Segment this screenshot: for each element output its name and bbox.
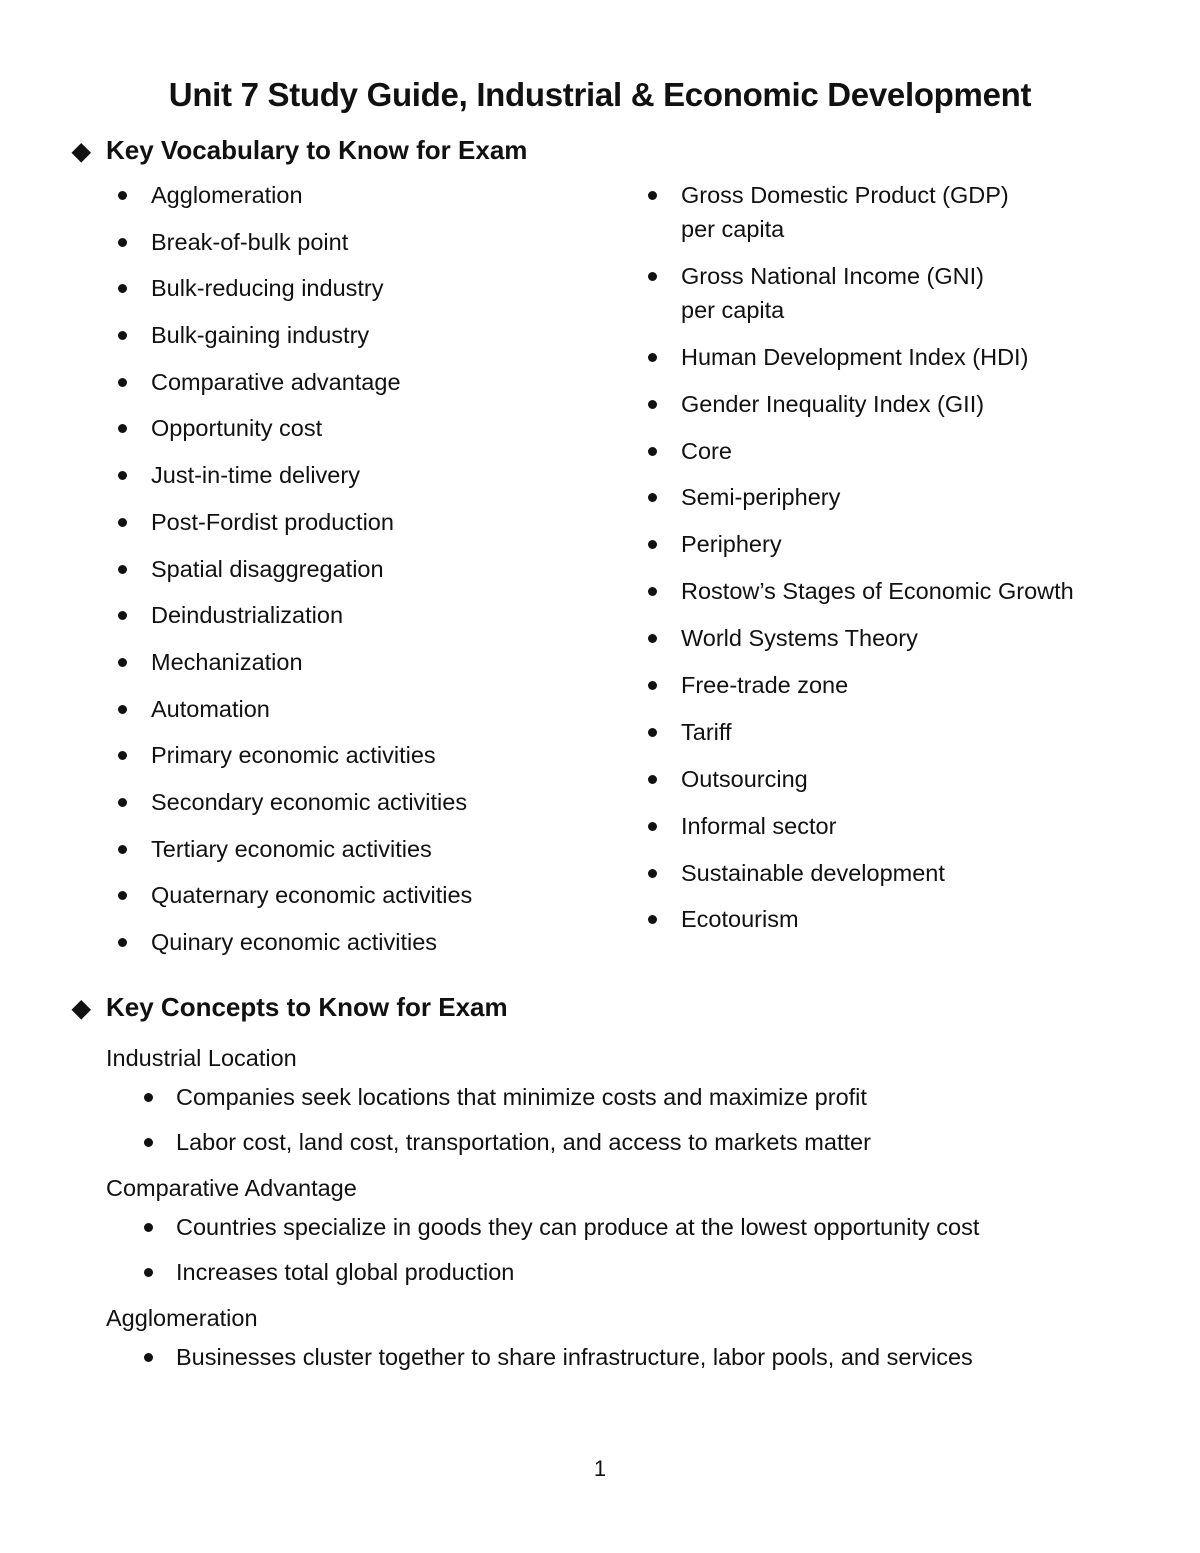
- list-item: Outsourcing: [648, 762, 1074, 796]
- bullet-icon: [648, 353, 657, 362]
- concept-heading: Industrial Location: [106, 1045, 297, 1071]
- list-item: Core: [648, 434, 1074, 468]
- bullet-icon: [118, 518, 127, 527]
- concepts-section-heading: [72, 990, 508, 1026]
- diamond-bullet-icon: ◆: [72, 995, 91, 1022]
- bullet-icon: [144, 1223, 153, 1232]
- concept-group-industrial-location: [106, 1040, 979, 1159]
- list-item: Gross Domestic Product (GDP) per capita: [648, 178, 1074, 246]
- list-item: Human Development Index (HDI): [648, 340, 1074, 374]
- list-item: Automation: [118, 692, 472, 726]
- list-item: World Systems Theory: [648, 621, 1074, 655]
- list-item: Tertiary economic activities: [118, 832, 472, 866]
- list-item: Bulk-gaining industry: [118, 318, 472, 352]
- list-item: Gender Inequality Index (GII): [648, 387, 1074, 421]
- bullet-icon: [648, 493, 657, 502]
- concept-group-agglomeration: [106, 1300, 979, 1374]
- concepts-heading-text: Key Concepts to Know for Exam: [106, 992, 508, 1022]
- list-item: Labor cost, land cost, transportation, and access to markets matter: [106, 1125, 979, 1159]
- bullet-icon: [144, 1268, 153, 1277]
- vocab-list-right: [648, 178, 1074, 949]
- bullet-icon: [648, 775, 657, 784]
- concept-heading: Agglomeration: [106, 1305, 258, 1331]
- bullet-icon: [118, 751, 127, 760]
- list-item: Opportunity cost: [118, 411, 472, 445]
- vocab-heading-text: Key Vocabulary to Know for Exam: [106, 135, 528, 165]
- bullet-icon: [648, 400, 657, 409]
- list-item: Just-in-time delivery: [118, 458, 472, 492]
- list-item: Free-trade zone: [648, 668, 1074, 702]
- list-item: Post-Fordist production: [118, 505, 472, 539]
- bullet-icon: [648, 587, 657, 596]
- list-item: Agglomeration: [118, 178, 472, 212]
- bullet-icon: [144, 1353, 153, 1362]
- list-item: Spatial disaggregation: [118, 552, 472, 586]
- bullet-icon: [648, 681, 657, 690]
- bullet-icon: [648, 634, 657, 643]
- list-item: Businesses cluster together to share infrastructure, labor pools, and services: [106, 1340, 979, 1374]
- concepts-body: [106, 1040, 979, 1385]
- bullet-icon: [118, 798, 127, 807]
- bullet-icon: [144, 1138, 153, 1147]
- bullet-icon: [648, 272, 657, 281]
- list-item: Countries specialize in goods they can produce at the lowest opportunity cost: [106, 1210, 979, 1244]
- bullet-icon: [118, 705, 127, 714]
- list-item: Bulk-reducing industry: [118, 271, 472, 305]
- bullet-icon: [118, 284, 127, 293]
- bullet-icon: [118, 565, 127, 574]
- bullet-icon: [648, 191, 657, 200]
- list-item: Tariff: [648, 715, 1074, 749]
- bullet-icon: [118, 424, 127, 433]
- list-item: Secondary economic activities: [118, 785, 472, 819]
- list-item: Sustainable development: [648, 856, 1074, 890]
- bullet-icon: [648, 447, 657, 456]
- bullet-icon: [648, 822, 657, 831]
- list-item: Break-of-bulk point: [118, 225, 472, 259]
- bullet-icon: [118, 471, 127, 480]
- bullet-icon: [648, 915, 657, 924]
- list-item: Gross National Income (GNI) per capita: [648, 259, 1074, 327]
- bullet-icon: [648, 728, 657, 737]
- list-item: Deindustrialization: [118, 598, 472, 632]
- list-item: Semi-periphery: [648, 480, 1074, 514]
- bullet-icon: [118, 191, 127, 200]
- concept-group-comparative-advantage: [106, 1170, 979, 1289]
- bullet-icon: [648, 540, 657, 549]
- list-item: Primary economic activities: [118, 738, 472, 772]
- list-item: Quaternary economic activities: [118, 878, 472, 912]
- bullet-icon: [118, 378, 127, 387]
- list-item: Rostow’s Stages of Economic Growth: [648, 574, 1074, 608]
- bullet-icon: [118, 331, 127, 340]
- vocab-list-left: [118, 178, 472, 972]
- list-item: Periphery: [648, 527, 1074, 561]
- bullet-icon: [144, 1093, 153, 1102]
- concept-list: [106, 1340, 979, 1374]
- bullet-icon: [648, 869, 657, 878]
- diamond-bullet-icon: ◆: [72, 138, 91, 165]
- list-item: Increases total global production: [106, 1255, 979, 1289]
- concept-list: [106, 1080, 979, 1159]
- page-number: 1: [593, 1456, 607, 1481]
- bullet-icon: [118, 238, 127, 247]
- concept-heading: Comparative Advantage: [106, 1175, 357, 1201]
- page-title: Unit 7 Study Guide, Industrial & Economic Development: [168, 76, 1032, 113]
- list-item: Comparative advantage: [118, 365, 472, 399]
- list-item: Mechanization: [118, 645, 472, 679]
- concept-list: [106, 1210, 979, 1289]
- bullet-icon: [118, 845, 127, 854]
- vocab-section-heading: [72, 133, 527, 169]
- bullet-icon: [118, 938, 127, 947]
- bullet-icon: [118, 658, 127, 667]
- bullet-icon: [118, 611, 127, 620]
- list-item: Ecotourism: [648, 902, 1074, 936]
- list-item: Informal sector: [648, 809, 1074, 843]
- list-item: Quinary economic activities: [118, 925, 472, 959]
- bullet-icon: [118, 891, 127, 900]
- list-item: Companies seek locations that minimize costs and maximize profit: [106, 1080, 979, 1114]
